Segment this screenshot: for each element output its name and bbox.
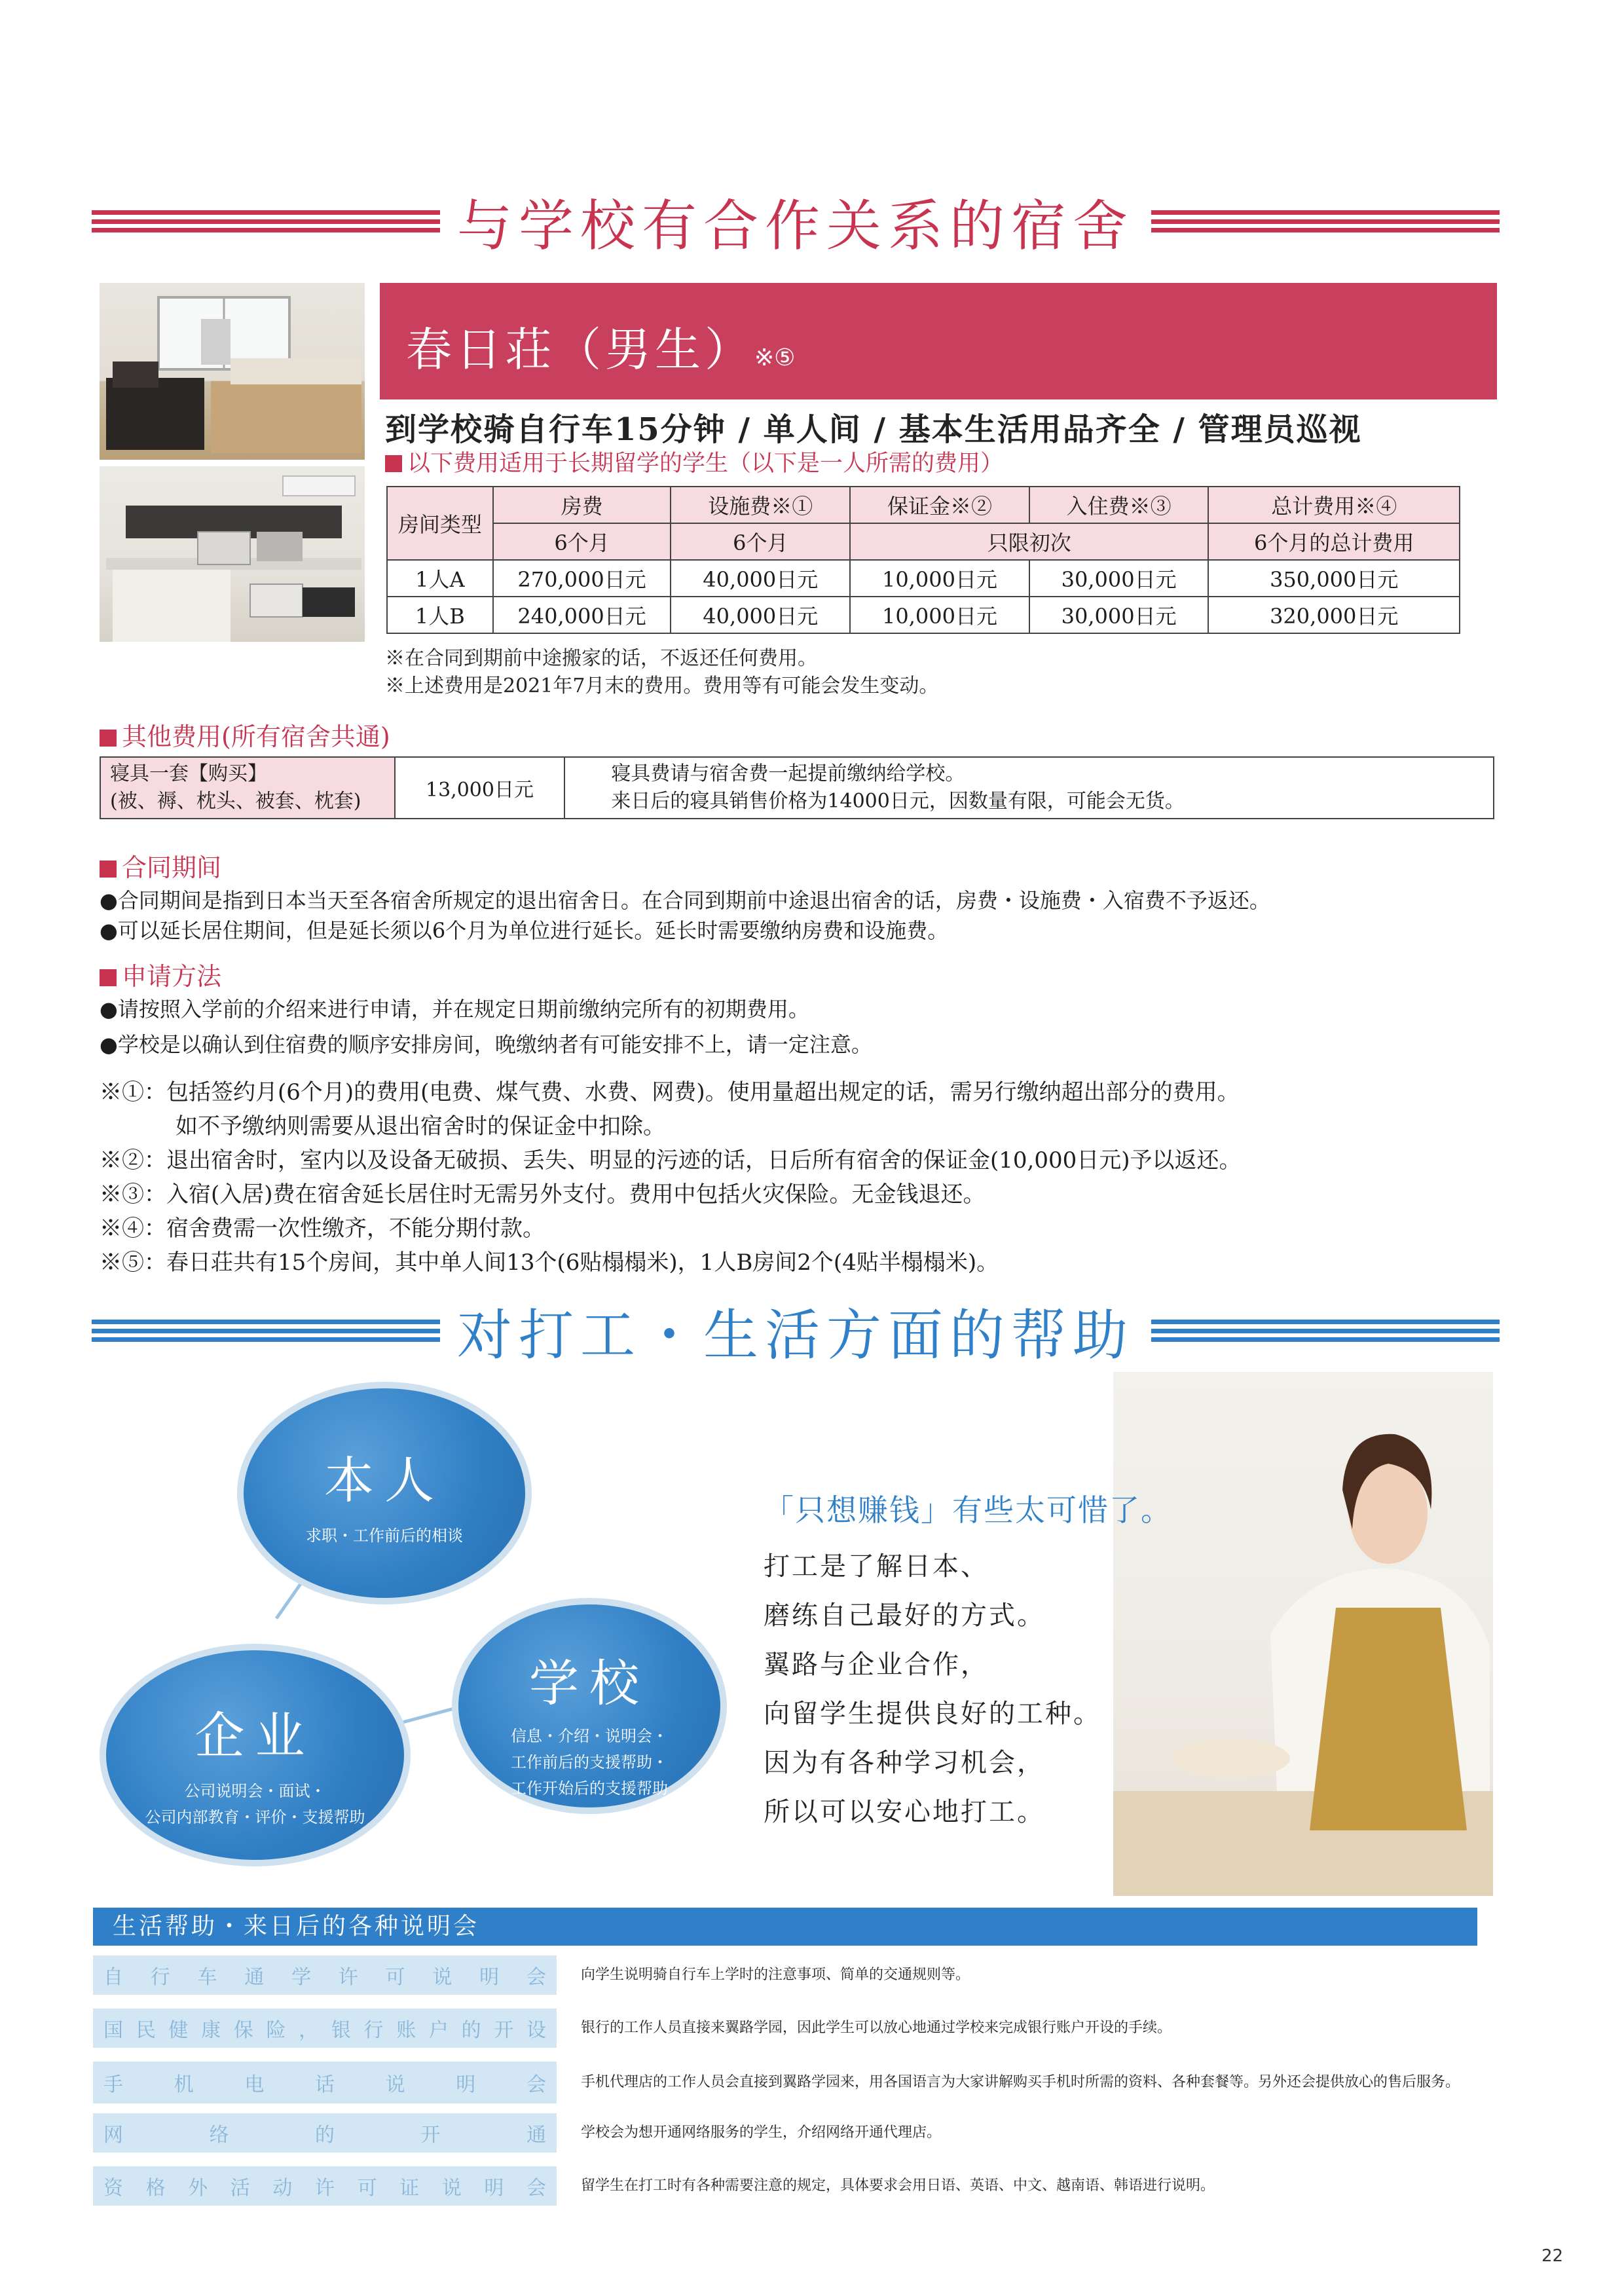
bullet-dot-icon: ● [100, 918, 118, 943]
deposit-cell: 10,000日元 [850, 597, 1029, 633]
sub-once: 只限初次 [850, 523, 1208, 560]
support-section-heading [92, 1291, 1500, 1370]
list-item-label-char: 说 [432, 1966, 452, 1989]
dorm-section-title: 与学校有合作关系的宿舍 [457, 193, 1135, 258]
col-deposit: 保证金※② [850, 487, 1029, 523]
poem-line: 向留学生提供良好的工种。 [764, 1699, 1101, 1729]
circle-school-sub-3: 工作开始后的支援帮助 [511, 1779, 668, 1798]
facility-cell: 40,000日元 [671, 597, 850, 633]
rent-cell: 270,000日元 [493, 560, 671, 597]
circle-school-sub-1: 信息・介绍・说明会・ [511, 1727, 668, 1745]
list-item-label-char: 明 [484, 2177, 504, 2200]
total-cell: 350,000日元 [1208, 560, 1460, 597]
contract-heading: 合同期间 [100, 847, 221, 883]
fee-applicability-note: 以下费用适用于长期留学的学生（以下是一人所需的费用） [385, 445, 1003, 478]
list-item-label-char: 活 [230, 2177, 250, 2200]
list-item-label [93, 2113, 557, 2153]
other-fees-heading: 其他费用(所有宿舍共通) [100, 716, 390, 752]
deposit-cell: 10,000日元 [850, 560, 1029, 597]
poem-line: 所以可以安心地打工。 [764, 1797, 1045, 1827]
list-item-label [93, 2166, 557, 2206]
rent-cell: 240,000日元 [493, 597, 671, 633]
footnote: ※⑤：春日荘共有15个房间，其中单人间13个(6贴榻榻米)，1人B房间2个(4贴半榻榻米)。 [100, 1250, 999, 1276]
footnote: ※④：宿舍费需一次性缴齐，不能分期付款。 [100, 1215, 545, 1242]
list-item-label-char: 说 [441, 2177, 462, 2200]
sub-rent: 6个月 [493, 523, 671, 560]
list-item-label-char: 自 [103, 1966, 123, 1989]
list-item-label-char: 通 [244, 1966, 265, 1989]
room-type-cell: 1人B [387, 597, 493, 633]
list-item-label-char: 网 [103, 2124, 123, 2147]
footnote: ※②：退出宿舍时，室内以及设备无破损、丢失、明显的污迹的话，日后所有宿舍的保证金(10,000日元)予以返还。 [100, 1147, 1242, 1174]
footnote: ※①：包括签约月(6个月)的费用(电费、煤气费、水费、网费)。使用量超出规定的话，需另行缴纳超出部分的费用。 [100, 1079, 1240, 1105]
list-item-label-char: 健 [168, 2019, 189, 2042]
list-item-label-char: 康 [201, 2019, 221, 2042]
bullet-dot-icon: ● [100, 888, 118, 913]
apply-item: ●学校是以确认到住宿费的顺序安排房间，晚缴纳者有可能安排不上，请一定注意。 [100, 1032, 872, 1057]
list-item-label-char: 许 [314, 2177, 335, 2200]
circle-school-sub-2: 工作前后的支援帮助・ [511, 1753, 668, 1771]
circle-self [237, 1382, 532, 1604]
circle-company-title: 企业 [194, 1707, 316, 1765]
list-item-desc: 留学生在打工时有各种需要注意的规定，具体要求会用日语、英语、中文、越南语、韩语进行说明。 [581, 2177, 1215, 2194]
list-item-label-char: 户 [428, 2019, 449, 2042]
list-item-label-char: ， [299, 2019, 319, 2042]
list-item-label-char: 民 [136, 2019, 156, 2042]
list-item-label-char: 学 [291, 1966, 312, 1989]
page-number: 22 [1541, 2246, 1564, 2266]
list-item-label-char: 格 [145, 2177, 166, 2200]
list-item-label-char: 话 [314, 2073, 335, 2096]
bedding-price: 13,000日元 [395, 757, 565, 819]
list-item-label-char: 车 [197, 1966, 217, 1989]
list-item-label [93, 2009, 557, 2048]
list-item-label-char: 可 [385, 1966, 405, 1989]
list-item-label [93, 2062, 557, 2103]
poem-line: 翼路与企业合作， [764, 1650, 989, 1680]
list-item-label-char: 的 [315, 2124, 335, 2147]
bedding-item-cell [100, 757, 395, 819]
list-item-label-char: 开 [420, 2124, 441, 2147]
footnote: 如不予缴纳则需要从退出宿舍时的保证金中扣除。 [175, 1113, 665, 1139]
list-item-label-char: 外 [188, 2177, 208, 2200]
list-item-label-char: 明 [479, 1966, 500, 1989]
bullet-dot-icon: ● [100, 1032, 118, 1057]
list-item-label-char: 会 [526, 2073, 546, 2096]
list-item-label-char: 行 [150, 1966, 170, 1989]
entry-cell: 30,000日元 [1029, 560, 1209, 597]
total-cell: 320,000日元 [1208, 597, 1460, 633]
list-item-label-char: 说 [385, 2073, 405, 2096]
bedding-item-sub: (被、褥、枕头、被套、枕套) [110, 790, 361, 813]
list-item-label-char: 行 [363, 2019, 384, 2042]
slogan: 「只想赚钱」有些太可惜了。 [764, 1492, 1172, 1528]
dorm-name: 春日荘（男生）※⑤ [406, 323, 796, 377]
list-item-label-char: 账 [396, 2019, 416, 2042]
list-item-label-char: 开 [494, 2019, 514, 2042]
list-item-label-char: 可 [357, 2177, 377, 2200]
list-item-label-char: 险 [266, 2019, 286, 2042]
square-bullet-icon [100, 969, 117, 986]
sub-facility: 6个月 [671, 523, 850, 560]
table-row [387, 560, 1460, 597]
life-support-header: 生活帮助・来日后的各种说明会 [93, 1908, 1477, 1946]
list-item-label-char: 许 [338, 1966, 358, 1989]
list-item-desc: 银行的工作人员直接来翼路学园，因此学生可以放心地通过学校来完成银行账户开设的手续。 [581, 2020, 1172, 2036]
list-item-label-char: 明 [456, 2073, 476, 2096]
poem-line: 因为有各种学习机会， [764, 1748, 1045, 1778]
list-item-label-char: 手 [103, 2073, 123, 2096]
col-total: 总计费用※④ [1208, 487, 1460, 523]
room-photo-bedroom [100, 283, 365, 460]
contract-item: ●合同期间是指到日本当天至各宿舍所规定的退出宿舍日。在合同到期前中途退出宿舍的话，房费・设施费・入宿费不予返还。 [100, 888, 1270, 913]
table-note: ※在合同到期前中途搬家的话，不返还任何费用。 [385, 647, 817, 670]
list-item [93, 1955, 1477, 1995]
circle-company-sub-2: 公司内部教育・评价・支援帮助 [145, 1808, 365, 1826]
col-rent: 房费 [493, 487, 671, 523]
dorm-name-note: ※⑤ [754, 344, 796, 371]
list-item [93, 2009, 1477, 2048]
circle-self-title: 本人 [324, 1451, 445, 1509]
list-item-label-char: 电 [244, 2073, 265, 2096]
room-type-cell: 1人A [387, 560, 493, 597]
contract-item: ●可以延长居住期间，但是延长须以6个月为单位进行延长。延长时需要缴纳房费和设施费。 [100, 918, 949, 943]
circle-self-sub: 求职・工作前后的相谈 [306, 1527, 463, 1545]
list-item-label-char: 资 [103, 2177, 123, 2200]
list-item-label [93, 1955, 557, 1995]
other-fees-table [100, 756, 1494, 819]
apply-item: ●请按照入学前的介绍来进行申请，并在规定日期前缴纳完所有的初期费用。 [100, 997, 809, 1022]
list-item-label-char: 通 [526, 2124, 546, 2147]
list-item-label-char: 银 [331, 2019, 351, 2042]
list-item-label-char: 会 [526, 2177, 546, 2200]
square-bullet-icon [385, 455, 402, 472]
photo-woman-apron [1113, 1372, 1493, 1896]
dorm-fee-table [386, 486, 1460, 634]
dorm-features: 到学校骑自行车15分钟 / 单人间 / 基本生活用品齐全 / 管理员巡视 [385, 411, 1362, 448]
table-note: ※上述费用是2021年7月末的费用。费用等有可能会发生变动。 [385, 675, 939, 697]
bedding-desc-1: 寝具费请与宿舍费一起提前缴纳给学校。 [611, 762, 965, 785]
bedding-desc-cell [564, 757, 1494, 819]
poem-line: 打工是了解日本、 [764, 1551, 989, 1582]
list-item-label-char: 机 [174, 2073, 194, 2096]
entry-cell: 30,000日元 [1029, 597, 1209, 633]
poem [764, 1542, 1101, 1837]
facility-cell: 40,000日元 [671, 560, 850, 597]
col-entry: 入住费※③ [1029, 487, 1209, 523]
list-item-label-char: 证 [399, 2177, 420, 2200]
apply-heading: 申请方法 [100, 956, 221, 992]
circle-company [100, 1644, 411, 1866]
sub-total: 6个月的总计费用 [1208, 523, 1460, 560]
list-item-label-char: 动 [272, 2177, 293, 2200]
list-item [93, 2166, 1477, 2206]
col-facility: 设施费※① [671, 487, 850, 523]
square-bullet-icon [100, 730, 117, 747]
list-item [93, 2113, 1477, 2153]
circle-school-title: 学校 [529, 1654, 650, 1713]
list-item-label-char: 设 [526, 2019, 546, 2042]
list-item [93, 2062, 1477, 2103]
list-item-label-char: 的 [461, 2019, 481, 2042]
poem-line: 磨练自己最好的方式。 [764, 1601, 1045, 1631]
list-item-desc: 学校会为想开通网络服务的学生，介绍网络开通代理店。 [581, 2124, 942, 2141]
list-item-label-char: 络 [209, 2124, 229, 2147]
room-photo-kitchen [100, 466, 365, 642]
list-item-desc: 手机代理店的工作人员会直接到翼路学园来，用各国语言为大家讲解购买手机时所需的资料、各种套餐等。另外还会提供放心的售后服务。 [581, 2074, 1460, 2090]
table-row [387, 597, 1460, 633]
list-item-desc: 向学生说明骑自行车上学时的注意事项、简单的交通规则等。 [581, 1967, 970, 1983]
square-bullet-icon [100, 861, 117, 878]
circle-company-sub-1: 公司说明会・面试・ [184, 1782, 326, 1800]
bullet-dot-icon: ● [100, 997, 118, 1022]
support-section-title: 对打工・生活方面的帮助 [457, 1303, 1135, 1367]
circle-school [452, 1598, 727, 1814]
list-item-label-char: 会 [526, 1966, 546, 1989]
list-item-label-char: 国 [103, 2019, 123, 2042]
bedding-desc-2: 来日后的寝具销售价格为14000日元，因数量有限，可能会无货。 [611, 790, 1185, 813]
list-item-label-char: 保 [233, 2019, 253, 2042]
footnote: ※③：入宿(入居)费在宿舍延长居住时无需另外支付。费用中包括火灾保险。无金钱退还。 [100, 1181, 986, 1208]
bedding-item: 寝具一套【购买】 [110, 762, 267, 785]
dorm-section-heading [92, 182, 1500, 261]
col-room-type: 房间类型 [387, 487, 493, 560]
